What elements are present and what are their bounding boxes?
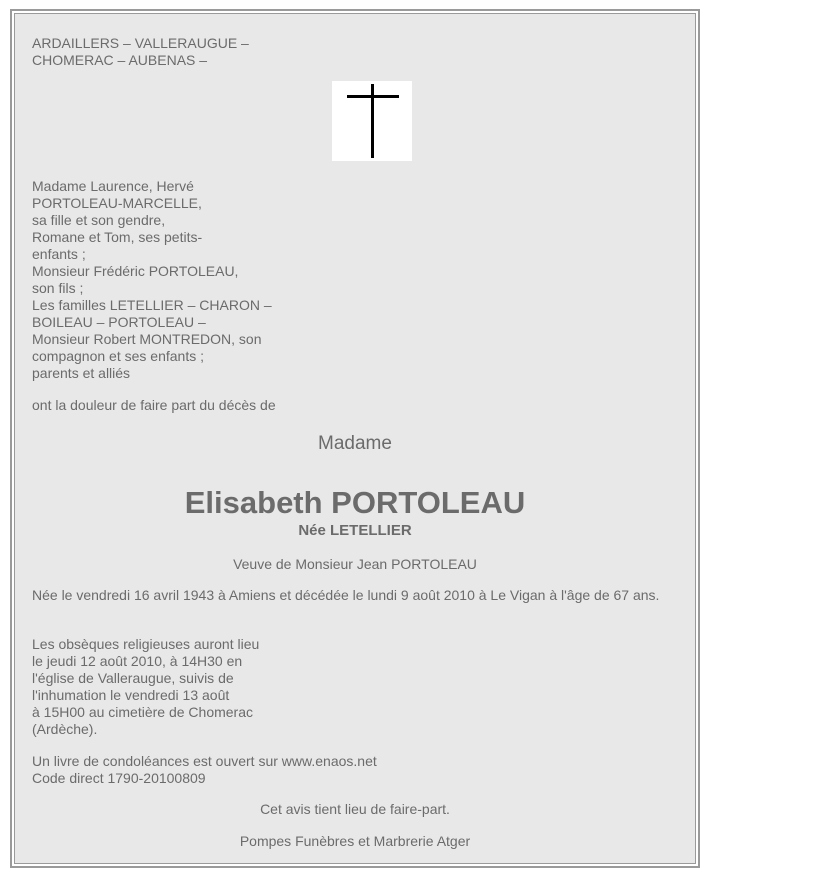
funeral-line: Les obsèques religieuses auront lieu bbox=[32, 636, 260, 652]
funeral-company: Pompes Funèbres et Marbrerie Atger bbox=[239, 833, 471, 849]
family-line: compagnon et ses enfants ; bbox=[32, 348, 204, 364]
funeral-details bbox=[32, 636, 259, 738]
family-line: son fils ; bbox=[32, 280, 84, 296]
family-line: Romane et Tom, ses petits- bbox=[32, 229, 203, 245]
family-line: PORTOLEAU-MARCELLE, bbox=[32, 195, 202, 211]
locations-header bbox=[32, 35, 249, 69]
family-line: Les familles LETELLIER – CHARON – bbox=[32, 297, 272, 313]
family-line: Madame Laurence, Hervé bbox=[32, 178, 194, 194]
deceased-title: Madame bbox=[318, 433, 392, 454]
deceased-name: Elisabeth PORTOLEAU bbox=[184, 485, 526, 520]
family-line: parents et alliés bbox=[32, 365, 131, 381]
condolences-line: Un livre de condoléances est ouvert sur www.enaos.net bbox=[32, 753, 377, 769]
family-list bbox=[32, 178, 272, 382]
funeral-line: le jeudi 12 août 2010, à 14H30 en bbox=[32, 653, 243, 669]
family-line: Monsieur Frédéric PORTOLEAU, bbox=[32, 263, 239, 279]
announcement-text: ont la douleur de faire part du décès de bbox=[32, 397, 276, 413]
birth-death-dates: Née le vendredi 16 avril 1943 à Amiens et décédée le lundi 9 août 2010 à Le Vigan à l'âge de 67 ans. bbox=[32, 587, 660, 603]
funeral-line: l'inhumation le vendredi 13 août bbox=[32, 687, 230, 703]
family-line: BOILEAU – PORTOLEAU – bbox=[32, 314, 206, 330]
obituary-card bbox=[10, 9, 700, 868]
maiden-name: Née LETELLIER bbox=[298, 522, 412, 539]
obituary-card-inner bbox=[14, 13, 696, 864]
funeral-line: à 15H00 au cimetière de Chomerac bbox=[32, 704, 254, 720]
funeral-line: l'église de Valleraugue, suivis de bbox=[32, 670, 234, 686]
location-line: CHOMERAC – AUBENAS – bbox=[32, 52, 208, 68]
notice-text: Cet avis tient lieu de faire-part. bbox=[260, 801, 450, 817]
condolences-code: Code direct 1790-20100809 bbox=[32, 770, 206, 786]
location-line: ARDAILLERS – VALLERAUGUE – bbox=[32, 35, 249, 51]
cross-icon bbox=[332, 81, 412, 161]
widow-of: Veuve de Monsieur Jean PORTOLEAU bbox=[233, 556, 477, 572]
condolences-info bbox=[32, 753, 377, 787]
funeral-line: (Ardèche). bbox=[32, 721, 98, 737]
family-line: Monsieur Robert MONTREDON, son bbox=[32, 331, 262, 347]
cross-horizontal-bar bbox=[347, 95, 399, 98]
family-line: enfants ; bbox=[32, 246, 86, 262]
family-line: sa fille et son gendre, bbox=[32, 212, 166, 228]
